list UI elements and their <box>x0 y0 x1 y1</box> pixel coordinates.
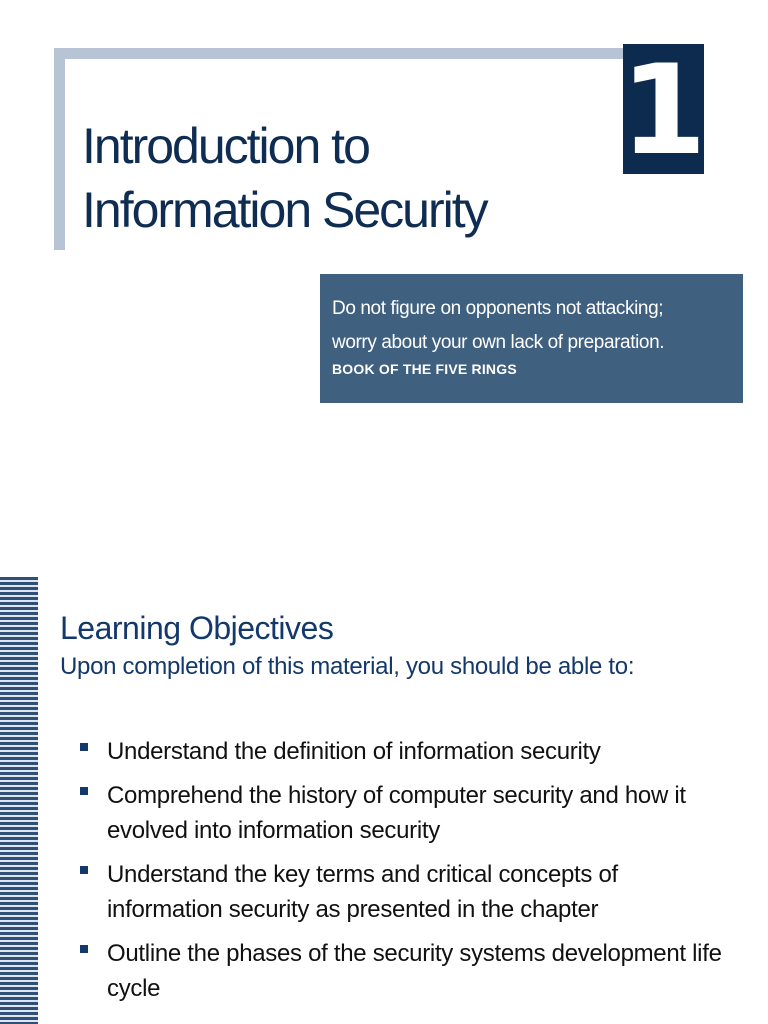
objective-item <box>78 936 738 1006</box>
objective-text: Outline the phases of the security systems development life cycle <box>107 940 722 1002</box>
decorative-striped-bar <box>0 577 38 1024</box>
square-bullet-icon <box>80 743 88 751</box>
square-bullet-icon <box>80 945 88 953</box>
chapter-number: 1 <box>620 39 707 183</box>
epigraph-box <box>320 274 743 403</box>
square-bullet-icon <box>80 866 88 874</box>
objective-text: Understand the definition of information security <box>107 738 601 765</box>
objective-item <box>78 778 738 848</box>
epigraph-line: worry about your own lack of preparation. <box>332 332 665 353</box>
title-frame-left-bar <box>54 48 65 250</box>
objective-item <box>78 734 738 769</box>
objectives-list <box>78 734 738 1015</box>
square-bullet-icon <box>80 787 88 795</box>
objective-text: Comprehend the history of computer security and how it evolved into information security <box>107 782 686 844</box>
epigraph-source: BOOK OF THE FIVE RINGS <box>332 361 517 377</box>
objectives-subtitle: Upon completion of this material, you should be able to: <box>60 653 635 680</box>
chapter-title <box>82 114 602 242</box>
chapter-number-box <box>620 39 707 183</box>
chapter-title-line: Introduction to <box>82 118 369 174</box>
title-frame-top-bar <box>54 48 624 59</box>
objective-text: Understand the key terms and critical concepts of information security as presented in the chapter <box>107 861 618 923</box>
objectives-heading: Learning Objectives <box>60 610 334 646</box>
chapter-title-line: Information Security <box>82 182 487 238</box>
epigraph-line: Do not figure on opponents not attacking; <box>332 298 664 319</box>
objective-item <box>78 857 738 927</box>
